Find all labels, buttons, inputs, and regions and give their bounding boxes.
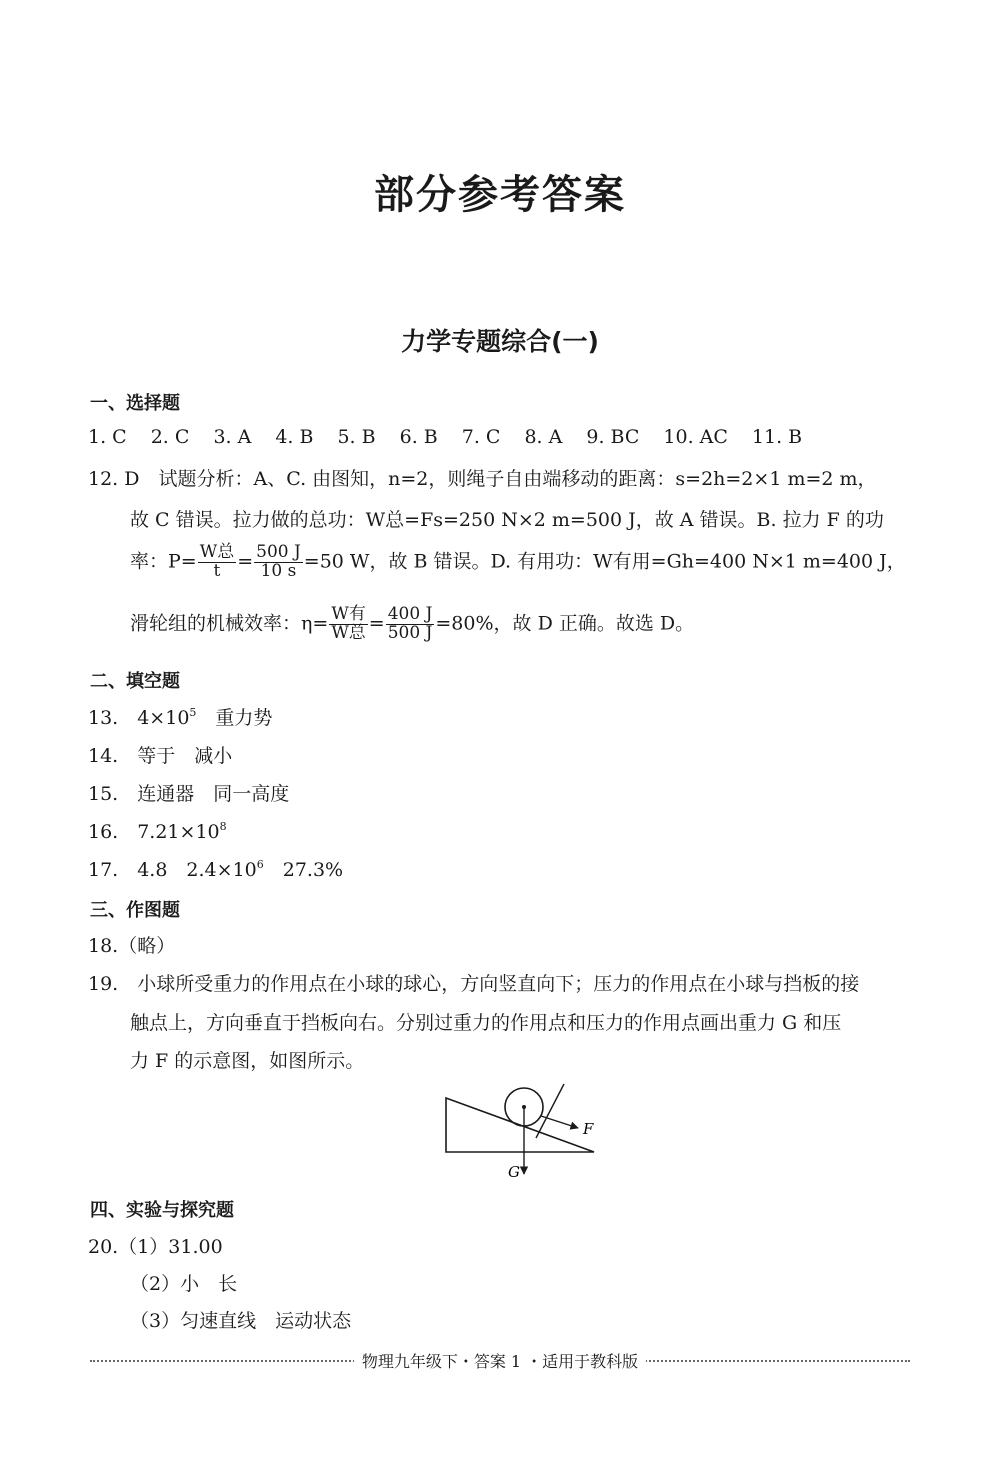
draw-q19-line-2: 触点上，方向垂直于挡板向右。分别过重力的作用点和压力的作用点画出重力 G 和压 — [130, 1012, 842, 1034]
fraction — [198, 544, 236, 581]
q12-line-3 — [130, 544, 906, 581]
answer-text: 重力势 — [196, 707, 273, 729]
choice-answer: 1. C — [88, 426, 127, 448]
fill-q15: 15. 连通器 同一高度 — [88, 783, 290, 805]
fill-q14: 14. 等于 减小 — [88, 745, 233, 767]
section-heading-fill: 二、填空题 — [90, 671, 180, 692]
fraction-denominator: 500 J — [387, 622, 433, 643]
baffle-board — [536, 1084, 564, 1138]
q12-text: =50 W，故 B 错误。D. 有用功：W有用=Gh=400 N×1 m=400 J， — [303, 550, 906, 573]
answer-text: 27.3% — [263, 859, 344, 881]
force-f-arrow — [541, 1116, 578, 1128]
fill-q17 — [88, 855, 343, 882]
force-diagram — [440, 1080, 620, 1185]
fraction-numerator: 400 J — [387, 604, 433, 624]
exponent: 5 — [189, 706, 197, 719]
choice-answer: 11. B — [751, 426, 803, 448]
section-heading-draw: 三、作图题 — [90, 900, 180, 921]
fill-q16 — [88, 817, 227, 844]
exp-q20-3: （3）匀速直线 运动状态 — [130, 1310, 352, 1332]
footer-text: 物理九年级下・答案 1 ・适用于教科版 — [354, 1352, 646, 1371]
label-f: F — [583, 1120, 594, 1138]
choice-answer: 10. AC — [663, 426, 728, 448]
choice-answer: 6. B — [399, 426, 438, 448]
choice-answers-row — [88, 426, 826, 448]
q12-text: 率：P= — [130, 550, 197, 573]
fraction-numerator: 500 J — [256, 542, 301, 562]
choice-answer: 9. BC — [586, 426, 640, 448]
exponent: 8 — [219, 820, 227, 833]
fraction-denominator: W总 — [331, 622, 366, 643]
q12-text: = — [368, 612, 385, 635]
choice-answer: 2. C — [150, 426, 190, 448]
fraction-numerator: W有 — [331, 604, 366, 624]
draw-q19-line-1: 19. 小球所受重力的作用点在小球的球心，方向竖直向下；压力的作用点在小球与挡板的接 — [88, 973, 860, 995]
choice-answer: 3. A — [213, 426, 252, 448]
section-heading-experiment: 四、实验与探究题 — [90, 1200, 234, 1221]
answer-text: 16. 7.21×10 — [88, 821, 220, 843]
q12-line-4 — [130, 606, 694, 643]
label-g: G — [508, 1163, 520, 1181]
choice-answer: 7. C — [461, 426, 501, 448]
section-heading-choice: 一、选择题 — [90, 393, 180, 414]
exp-q20-1: 20.（1）31.00 — [88, 1236, 223, 1258]
fraction — [386, 606, 435, 643]
page-footer — [0, 1349, 1000, 1372]
choice-answer: 4. B — [275, 426, 314, 448]
q12-text: 滑轮组的机械效率：η= — [130, 612, 329, 635]
q12-text: =80%，故 D 正确。故选 D。 — [435, 612, 695, 635]
q12-text: = — [237, 550, 254, 573]
fraction — [329, 606, 367, 643]
answer-text: 13. 4×10 — [88, 707, 190, 729]
draw-q19-line-3: 力 F 的示意图，如图所示。 — [130, 1050, 365, 1072]
answer-text: 17. 4.8 2.4×10 — [88, 859, 257, 881]
q12-line-2: 故 C 错误。拉力做的总功：W总=Fs=250 N×2 m=500 J，故 A 错误。B. 拉力 F 的功 — [130, 509, 884, 531]
page-title: 部分参考答案 — [374, 172, 626, 218]
q12-line-1: 12. D 试题分析：A、C. 由图知，n=2，则绳子自由端移动的距离：s=2h=2×1 m=2 m， — [88, 468, 877, 490]
exp-q20-2: （2）小 长 — [130, 1273, 238, 1295]
choice-answer: 5. B — [337, 426, 376, 448]
choice-answer: 8. A — [524, 426, 563, 448]
fraction-numerator: W总 — [199, 542, 235, 562]
fill-q13 — [88, 703, 272, 730]
section-subtitle: 力学专题综合(一) — [401, 327, 599, 356]
fraction-denominator: t — [213, 560, 221, 581]
exponent: 6 — [256, 858, 264, 871]
draw-q18: 18.（略） — [88, 935, 176, 957]
fraction-denominator: 10 s — [260, 560, 297, 581]
fraction — [254, 544, 303, 581]
